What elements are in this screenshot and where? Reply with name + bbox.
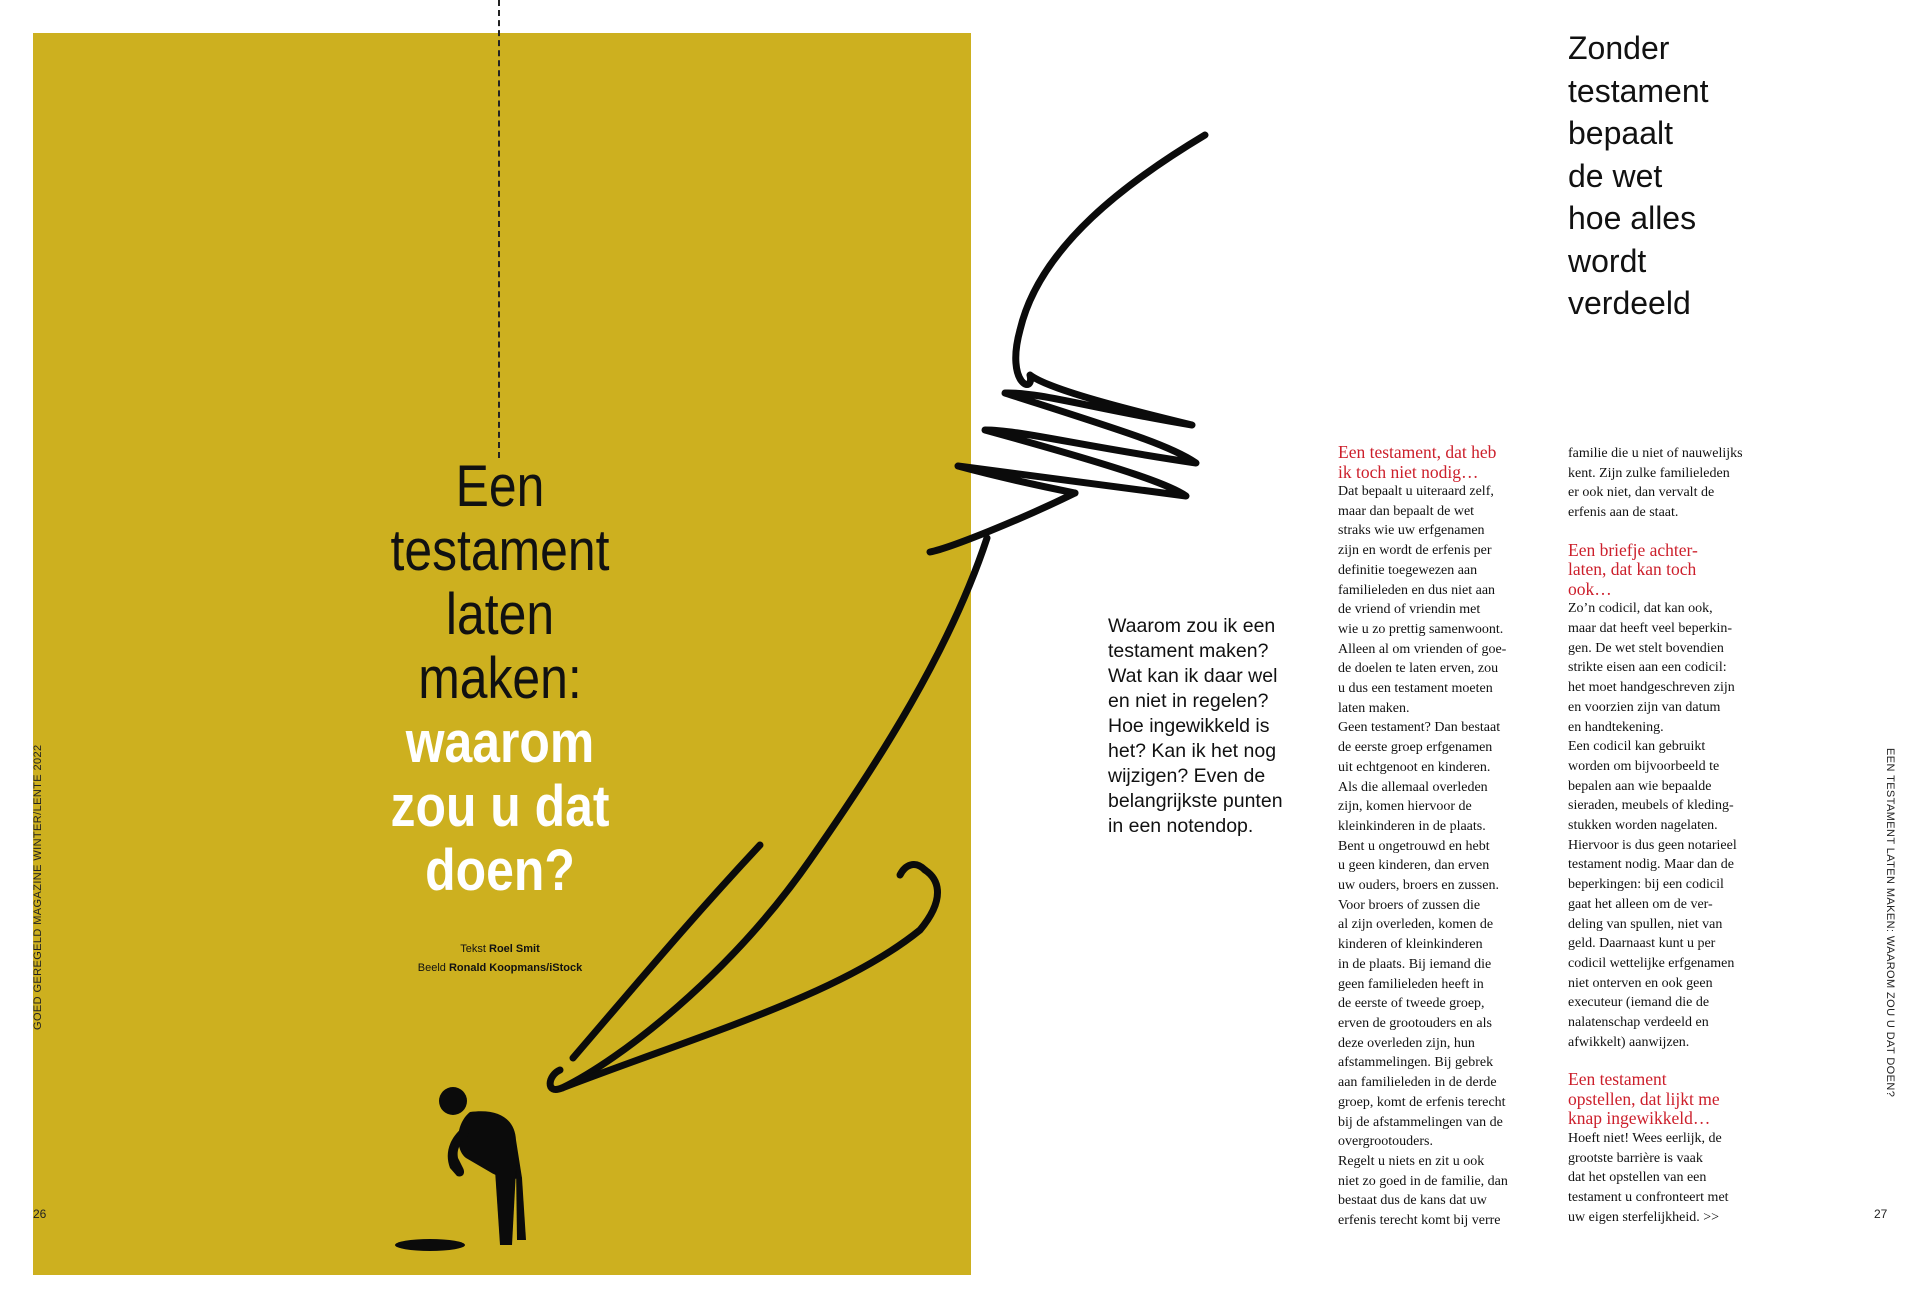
- page-title: [354, 455, 646, 903]
- pen-icon: [550, 135, 1205, 1089]
- body-line: testament nodig. Maar dan de: [1568, 857, 1735, 873]
- body-line: laten maken.: [1338, 700, 1410, 716]
- intro-text: [1108, 614, 1298, 839]
- body-line: de eerste of tweede groep,: [1338, 996, 1485, 1012]
- body-line: straks wie uw erfgenamen: [1338, 523, 1485, 539]
- body-line: strikte eisen aan een codicil:: [1568, 660, 1727, 676]
- body-line: uit echtgenoot en kinderen.: [1338, 759, 1491, 775]
- body-line: Zo’n codicil, dat kan ook,: [1568, 601, 1713, 617]
- body-line: de vriend of vriendin met: [1338, 602, 1481, 618]
- spacer: [1568, 1052, 1784, 1070]
- title-line-bold: doen?: [425, 838, 575, 903]
- body-line: definitie toegewezen aan: [1338, 562, 1478, 578]
- heading-line: knap ingewikkeld…: [1568, 1108, 1711, 1129]
- credit-author: Roel Smit: [489, 943, 540, 955]
- credit-label: Tekst: [460, 943, 486, 955]
- body-line: maar dan bepaalt de wet: [1338, 503, 1475, 519]
- title-line-bold: waarom: [405, 710, 595, 775]
- quote-line: wordt: [1568, 242, 1647, 279]
- section-body: [1338, 482, 1554, 1231]
- body-line: worden om bijvoorbeeld te: [1568, 758, 1720, 774]
- body-line: bepalen aan wie bepaalde: [1568, 778, 1712, 794]
- body-line: u dus een testament moeten: [1338, 681, 1493, 697]
- body-line: Bent u ongetrouwd en hebt: [1338, 838, 1490, 854]
- credit-photographer: Ronald Koopmans/iStock: [448, 962, 583, 974]
- body-line: uw ouders, broers en zussen.: [1338, 878, 1499, 894]
- intro-line: in een notendop.: [1108, 815, 1254, 837]
- body-line: nalatenschap verdeeld en: [1568, 1015, 1709, 1031]
- body-line: niet zo goed in de familie, dan: [1338, 1173, 1508, 1189]
- body-line: deze overleden zijn, hun: [1338, 1035, 1475, 1051]
- body-line: afstammelingen. Bij gebrek: [1338, 1055, 1494, 1071]
- body-line: het moet handgeschreven zijn: [1568, 680, 1735, 696]
- body-line: gen. De wet stelt bovendien: [1568, 640, 1724, 656]
- body-line: kleinkinderen in de plaats.: [1338, 818, 1486, 834]
- body-line: sieraden, meubels of kleding-: [1568, 798, 1734, 814]
- body-line: de eerste groep erfgenamen: [1338, 740, 1493, 756]
- quote-line: de wet: [1568, 157, 1663, 194]
- heading-line: Een briefje achter-: [1568, 539, 1698, 560]
- body-line: al zijn overleden, komen de: [1338, 917, 1494, 933]
- section-body: [1568, 599, 1784, 1052]
- body-line: aan familieleden in de derde: [1338, 1075, 1497, 1091]
- running-title: EEN TESTAMENT LATEN MAKEN: WAAROM ZOU U DAT DOEN?: [1884, 748, 1896, 1098]
- heading-line: opstellen, dat lijkt me: [1568, 1088, 1720, 1109]
- section-heading: [1568, 1070, 1784, 1129]
- intro-line: Waarom zou ik een: [1108, 615, 1276, 637]
- section-body: [1568, 1129, 1784, 1228]
- body-line: er ook niet, dan vervalt de: [1568, 485, 1715, 501]
- credit-text: [380, 940, 620, 959]
- section-heading: [1568, 541, 1784, 600]
- body-line: kinderen of kleinkinderen: [1338, 937, 1483, 953]
- body-line: en handtekening.: [1568, 719, 1664, 735]
- title-line: testament: [390, 518, 610, 583]
- body-line: Dat bepaalt u uiteraard zelf,: [1338, 484, 1494, 499]
- heading-line: Een testament: [1568, 1069, 1667, 1090]
- body-line: afwikkelt) aanwijzen.: [1568, 1034, 1690, 1050]
- credits: [380, 940, 620, 978]
- spacer: [1568, 523, 1784, 541]
- quote-line: Zonder: [1568, 30, 1670, 66]
- body-line: Regelt u niets en zit u ook: [1338, 1153, 1485, 1169]
- body-line: de doelen te laten erven, zou: [1338, 661, 1499, 677]
- section-heading: [1338, 443, 1554, 482]
- credit-image: [380, 959, 620, 978]
- body-line: familie die u niet of nauwelijks: [1568, 446, 1743, 461]
- intro-line: Wat kan ik daar wel: [1108, 665, 1278, 687]
- body-line: Voor broers of zussen die: [1338, 897, 1481, 913]
- page-number-left: 26: [33, 1207, 47, 1221]
- intro-line: testament maken?: [1108, 640, 1269, 662]
- section-body-continued: [1568, 444, 1784, 523]
- intro-line: belangrijkste punten: [1108, 790, 1283, 812]
- body-line: deling van spullen, niet van: [1568, 916, 1723, 932]
- body-line: overgrootouders.: [1338, 1134, 1433, 1150]
- heading-line: laten, dat kan toch: [1568, 559, 1697, 580]
- body-line: bij de afstammelingen van de: [1338, 1114, 1503, 1130]
- body-line: Alleen al om vrienden of goe-: [1338, 641, 1507, 657]
- body-line: in de plaats. Bij iemand die: [1338, 956, 1492, 972]
- body-line: executeur (iemand die de: [1568, 995, 1710, 1011]
- body-line: beperkingen: bij een codicil: [1568, 877, 1724, 893]
- body-line: bestaat dus de kans dat uw: [1338, 1193, 1487, 1209]
- body-line: wie u zo prettig samenwoont.: [1338, 621, 1504, 637]
- body-line: stukken worden nagelaten.: [1568, 818, 1718, 834]
- quote-line: bepaalt: [1568, 115, 1673, 151]
- magazine-label: GOED GEREGELD MAGAZINE WINTER/LENTE 2022: [32, 744, 44, 1030]
- body-line: codicil wettelijke erfgenamen: [1568, 955, 1735, 971]
- heading-line: Een testament, dat heb: [1338, 442, 1497, 462]
- body-line: grootste barrière is vaak: [1568, 1150, 1703, 1166]
- body-line: Hiervoor is dus geen notarieel: [1568, 837, 1737, 853]
- body-line: maar dat heeft veel beperkin-: [1568, 621, 1733, 637]
- credit-label: Beeld: [417, 962, 446, 974]
- body-line: erfenis terecht komt bij verre: [1338, 1213, 1501, 1229]
- intro-line: wijzigen? Even de: [1108, 765, 1266, 787]
- body-line: kent. Zijn zulke familieleden: [1568, 465, 1730, 481]
- person-icon: [395, 1087, 526, 1251]
- body-line: groep, komt de erfenis terecht: [1338, 1094, 1506, 1110]
- body-line: erfenis aan de staat.: [1568, 505, 1679, 521]
- title-line: laten: [445, 582, 555, 647]
- heading-line: ook…: [1568, 578, 1612, 599]
- quote-line: hoe alles: [1568, 200, 1697, 236]
- body-line: Geen testament? Dan bestaat: [1338, 720, 1501, 736]
- quote-line: verdeeld: [1568, 285, 1691, 321]
- title-line: maken:: [418, 646, 582, 711]
- body-line: zijn, komen hiervoor de: [1338, 799, 1472, 815]
- intro-line: het? Kan ik het nog: [1108, 740, 1277, 762]
- article-column-1: [1338, 443, 1554, 1231]
- body-line: gaat het alleen om de ver-: [1568, 896, 1713, 912]
- page-number-right: 27: [1874, 1207, 1888, 1221]
- body-line: uw eigen sterfelijkheid. >>: [1568, 1209, 1720, 1225]
- body-line: familieleden en dus niet aan: [1338, 582, 1496, 598]
- body-line: dat het opstellen van een: [1568, 1170, 1707, 1186]
- body-line: testament u confronteert met: [1568, 1190, 1729, 1206]
- quote-line: testament: [1568, 72, 1709, 109]
- body-line: Een codicil kan gebruikt: [1568, 739, 1706, 755]
- body-line: geld. Daarnaast kunt u per: [1568, 936, 1716, 952]
- heading-line: ik toch niet nodig…: [1338, 461, 1479, 482]
- body-line: niet onterven en ook geen: [1568, 975, 1713, 991]
- body-line: en voorzien zijn van datum: [1568, 699, 1721, 715]
- body-line: u geen kinderen, dan erven: [1338, 858, 1490, 874]
- body-line: geen familieleden heeft in: [1338, 976, 1484, 992]
- pull-quote: [1568, 27, 1768, 325]
- intro-line: Hoe ingewikkeld is: [1108, 715, 1270, 737]
- body-line: erven de grootouders en als: [1338, 1015, 1492, 1031]
- article-column-2: [1568, 444, 1784, 1228]
- intro-line: en niet in regelen?: [1108, 690, 1269, 712]
- title-line: Een: [455, 454, 545, 519]
- body-line: zijn en wordt de erfenis per: [1338, 543, 1492, 559]
- title-line-bold: zou u dat: [390, 774, 610, 839]
- body-line: Hoeft niet! Wees eerlijk, de: [1568, 1130, 1722, 1146]
- body-line: Als die allemaal overleden: [1338, 779, 1488, 795]
